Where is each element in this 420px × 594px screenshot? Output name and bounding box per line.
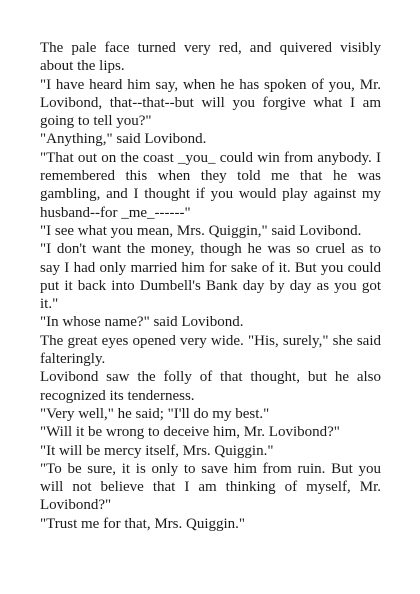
paragraph: The great eyes opened very wide. "His, surely," she said falteringly.	[40, 332, 381, 368]
paragraph: "I don't want the money, though he was so cruel as to say I had only married him for sake of it. But you could put it back into Dumbell's Bank day by day as you got it."	[40, 241, 381, 313]
paragraph: "That out on the coast _you_ could win from anybody. I remembered this when they told me that he was gambling, and I thought if you would play against my husband--for _me_------"	[40, 149, 381, 221]
paragraph: "Will it be wrong to deceive him, Mr. Lovibond?"	[40, 424, 340, 441]
paragraph: "In whose name?" said Lovibond.	[40, 314, 244, 331]
paragraph: "To be sure, it is only to save him from ruin. But you will not believe that I am thinking of myself, Mr. Lovibond?"	[40, 460, 381, 514]
paragraph: "I have heard him say, when he has spoken of you, Mr. Lovibond, that--that--but will you forgive what I am going to tell you?"	[40, 76, 381, 130]
paragraph: "It will be mercy itself, Mrs. Quiggin."	[40, 442, 274, 459]
paragraph: The pale face turned very red, and quivered visibly about the lips.	[40, 40, 381, 75]
paragraph: "Very well," he said; "I'll do my best."	[40, 405, 270, 422]
paragraph: "Trust me for that, Mrs. Quiggin."	[40, 515, 246, 532]
paragraph: "I see what you mean, Mrs. Quiggin," said Lovibond.	[40, 222, 362, 239]
page-body	[40, 39, 381, 533]
paragraph: Lovibond saw the folly of that thought, but he also recognized its tenderness.	[40, 369, 381, 404]
paragraph: "Anything," said Lovibond.	[40, 131, 207, 148]
